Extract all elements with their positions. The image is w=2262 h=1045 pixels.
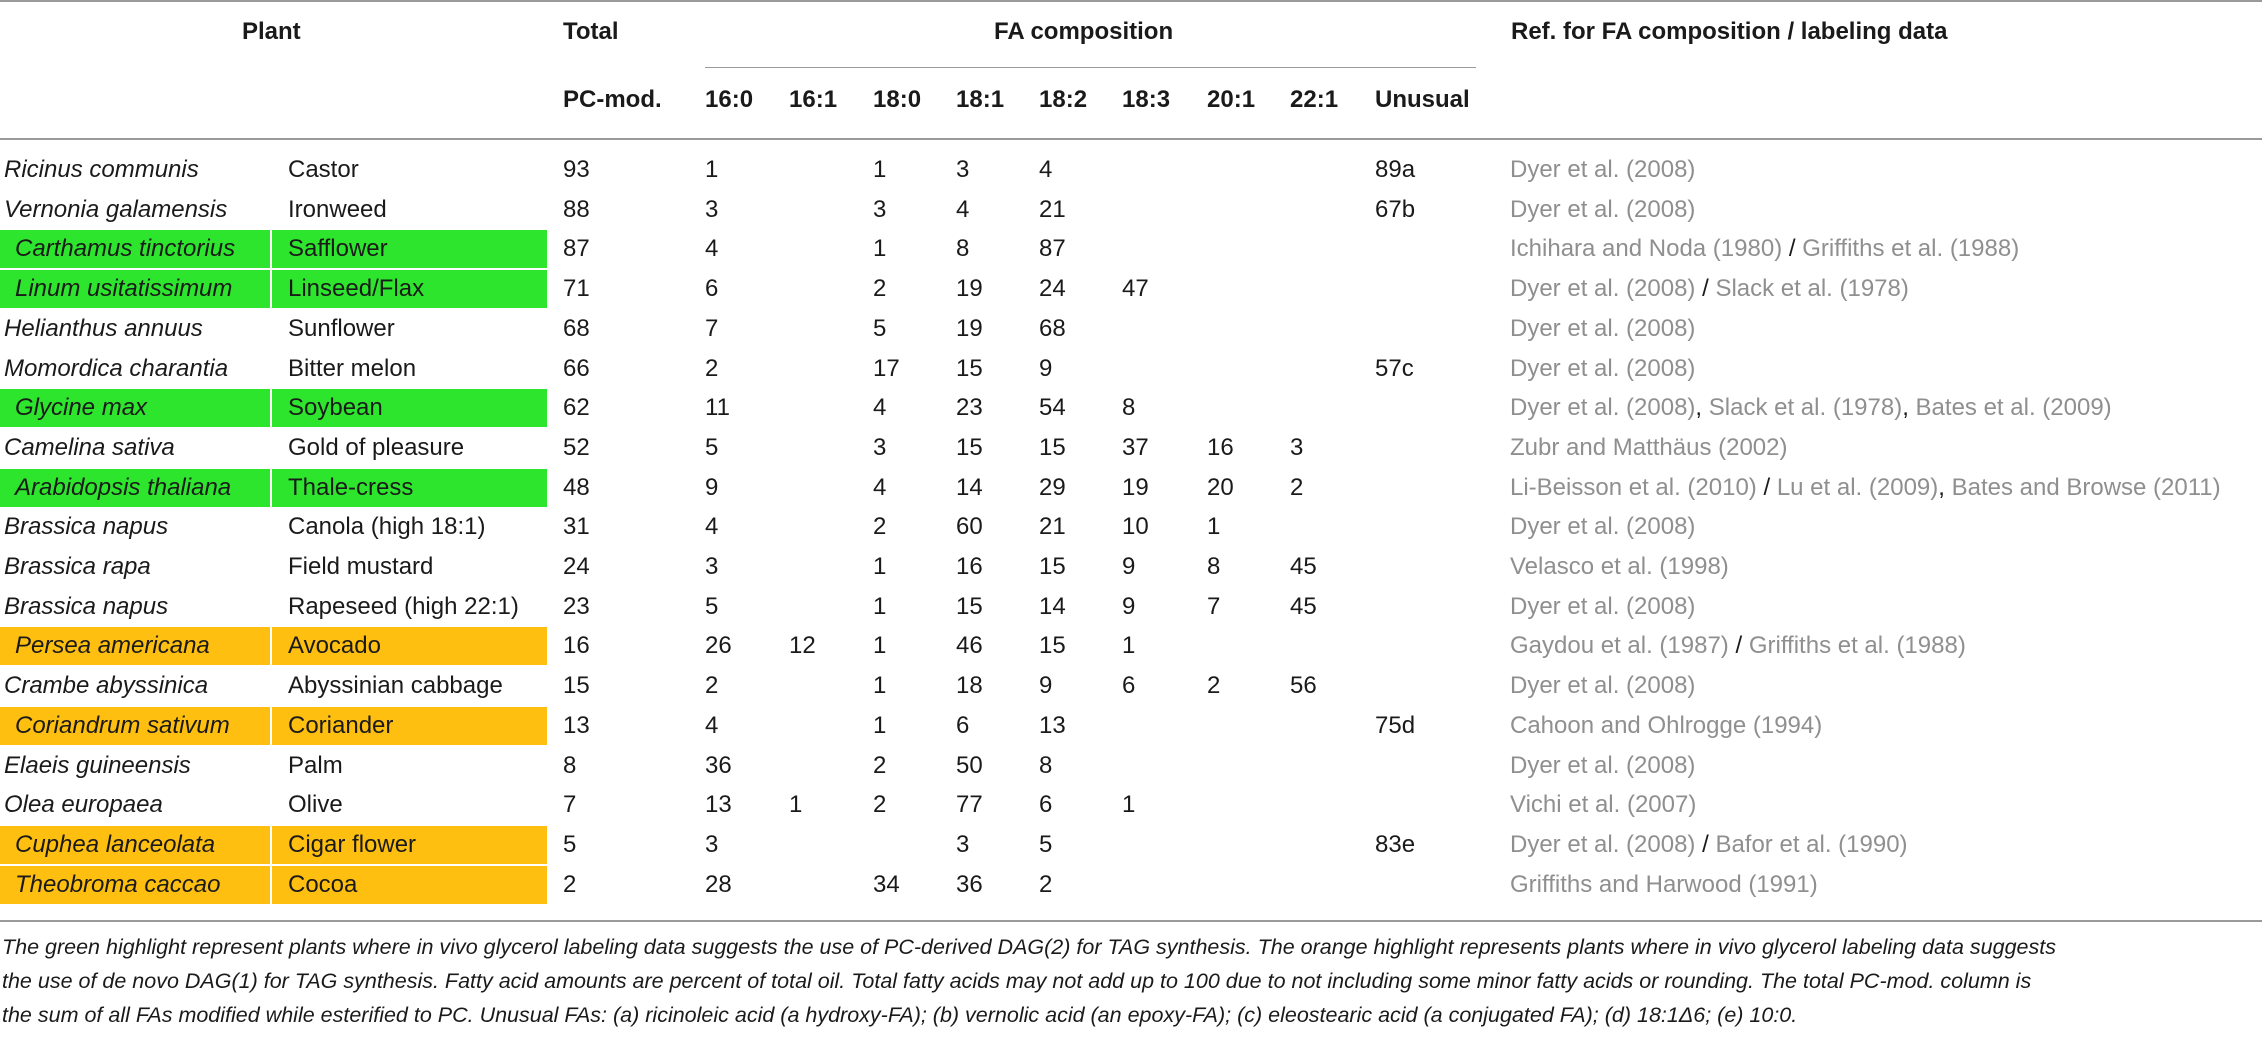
header-col-16-1: 16:1 — [789, 86, 838, 113]
fa-18-2-cell: 29 — [1039, 473, 1066, 501]
reference-cell — [1510, 190, 1695, 230]
fa-16-0-cell: 11 — [705, 394, 730, 422]
scientific-name-cell: Coriandrum sativum — [15, 711, 230, 739]
scientific-name-cell: Camelina sativa — [4, 433, 175, 461]
fa-16-0-cell: 7 — [705, 314, 719, 342]
fa-18-0-cell: 3 — [873, 195, 887, 223]
scientific-name-cell: Linum usitatissimum — [15, 275, 233, 303]
fa-18-1-cell: 18 — [956, 672, 983, 700]
header-pc-mod: PC-mod. — [563, 86, 662, 113]
table-row — [0, 626, 2262, 666]
unusual-fa-cell: 57c — [1375, 354, 1414, 382]
pc-mod-cell: 8 — [563, 751, 577, 779]
fa-16-0-cell: 36 — [705, 751, 732, 779]
table-row — [0, 229, 2262, 269]
pc-mod-cell: 2 — [563, 870, 577, 898]
table-row — [0, 349, 2262, 389]
fa-18-1-cell: 8 — [956, 235, 970, 263]
reference-cell — [1510, 666, 1695, 706]
reference-citation: Dyer et al. (2008) — [1510, 592, 1696, 620]
pc-mod-cell: 48 — [563, 473, 590, 501]
common-name-cell: Palm — [288, 751, 343, 779]
reference-citation: Cahoon and Ohlrogge (1994) — [1510, 711, 1823, 739]
fa-18-1-cell: 60 — [956, 513, 983, 541]
fa-18-0-cell: 2 — [873, 513, 887, 541]
fa-16-0-cell: 2 — [705, 354, 719, 382]
fa-18-1-cell: 19 — [956, 275, 983, 303]
fa-20-1-cell: 16 — [1207, 433, 1234, 461]
reference-citation: Vichi et al. (2007) — [1510, 791, 1697, 819]
reference-cell — [1510, 269, 1909, 309]
fa-18-1-cell: 3 — [956, 830, 970, 858]
common-name-cell: Olive — [288, 791, 343, 819]
fa-18-2-cell: 68 — [1039, 314, 1066, 342]
reference-citation: Dyer et al. (2008) — [1510, 354, 1696, 382]
fa-18-3-cell: 37 — [1122, 433, 1149, 461]
scientific-name-cell: Olea europaea — [4, 791, 163, 819]
common-name-cell: Soybean — [288, 394, 383, 422]
fa-18-3-cell: 9 — [1122, 553, 1136, 580]
scientific-name-cell: Brassica rapa — [4, 553, 151, 580]
fa-18-0-cell: 2 — [873, 791, 887, 819]
fa-18-3-cell: 10 — [1122, 513, 1149, 541]
pc-mod-cell: 15 — [563, 672, 590, 700]
scientific-name-cell: Theobroma caccao — [15, 870, 221, 898]
fa-18-2-cell: 13 — [1039, 711, 1066, 739]
table-row — [0, 388, 2262, 428]
fa-16-1-cell: 1 — [789, 791, 803, 819]
fa-18-2-cell: 4 — [1039, 156, 1053, 183]
common-name-cell: Rapeseed (high 22:1) — [288, 592, 519, 620]
fa-18-2-cell: 8 — [1039, 751, 1053, 779]
common-name-cell: Cigar flower — [288, 830, 417, 858]
fa-18-1-cell: 46 — [956, 632, 983, 660]
scientific-name-cell: Vernonia galamensis — [4, 195, 228, 223]
reference-cell — [1510, 587, 1695, 627]
fa-16-0-cell: 3 — [705, 830, 719, 858]
header-col-20-1: 20:1 — [1207, 86, 1256, 113]
scientific-name-cell: Carthamus tinctorius — [15, 235, 236, 263]
reference-citation: Bates and Browse (2011) — [1951, 473, 2221, 501]
footnote-line-1: The green highlight represent plants where in vivo glycerol labeling data suggests the use of PC-derived DAG(2) for TAG synthesis. The orange highlight represents plants where in vivo glycerol labeling data suggests — [2, 935, 2056, 959]
reference-citation: Bates et al. (2009) — [1915, 394, 2112, 422]
common-name-cell: Coriander — [288, 711, 394, 739]
fa-18-2-cell: 2 — [1039, 870, 1053, 898]
scientific-name-cell: Ricinus communis — [4, 156, 199, 183]
common-name-cell: Linseed/Flax — [288, 275, 425, 303]
footnote-line-3: the sum of all FAs modified while esterified to PC. Unusual FAs: (a) ricinoleic acid (a hydroxy-FA); (b) vernolic acid (an epoxy-FA); (c) eleostearic acid (a conjugated FA); (d) 18:1Δ6; (e) 10:0. — [2, 1003, 1798, 1027]
reference-citation: Dyer et al. (2008) — [1510, 513, 1696, 541]
reference-cell — [1510, 746, 1695, 786]
scientific-name-cell: Crambe abyssinica — [4, 672, 209, 700]
reference-cell — [1510, 388, 2112, 428]
reference-separator: / — [1756, 473, 1777, 501]
header-col-unusual: Unusual — [1375, 86, 1470, 113]
common-name-cell: Ironweed — [288, 195, 387, 223]
common-name-cell: Abyssinian cabbage — [288, 672, 503, 700]
fa-18-1-cell: 36 — [956, 870, 983, 898]
fa-18-1-cell: 15 — [956, 354, 983, 382]
pc-mod-cell: 52 — [563, 433, 590, 461]
pc-mod-cell: 31 — [563, 513, 590, 541]
header-col-22-1: 22:1 — [1290, 86, 1339, 113]
reference-citation: Dyer et al. (2008) — [1510, 195, 1696, 223]
pc-mod-cell: 87 — [563, 235, 590, 263]
reference-citation: Gaydou et al. (1987) — [1510, 632, 1729, 660]
scientific-name-cell: Cuphea lanceolata — [15, 830, 216, 858]
pc-mod-cell: 24 — [563, 553, 590, 580]
header-plant: Plant — [242, 18, 301, 45]
fa-20-1-cell: 8 — [1207, 553, 1221, 580]
unusual-fa-cell: 75d — [1375, 711, 1416, 739]
pc-mod-cell: 68 — [563, 314, 590, 342]
pc-mod-cell: 7 — [563, 791, 577, 819]
scientific-name-cell: Momordica charantia — [4, 354, 229, 382]
scientific-name-cell: Brassica napus — [4, 513, 169, 541]
reference-cell — [1510, 428, 1788, 468]
fa-22-1-cell: 56 — [1290, 672, 1317, 700]
reference-citation: Velasco et al. (1998) — [1510, 553, 1729, 580]
scientific-name-cell: Arabidopsis thaliana — [15, 473, 232, 501]
table-row — [0, 150, 2262, 190]
fa-20-1-cell: 1 — [1207, 513, 1221, 541]
fa-18-2-cell: 87 — [1039, 235, 1066, 263]
fa-16-0-cell: 4 — [705, 513, 719, 541]
reference-citation: Dyer et al. (2008) — [1510, 314, 1696, 342]
table-row — [0, 309, 2262, 349]
fa-18-1-cell: 19 — [956, 314, 983, 342]
fa-18-2-cell: 6 — [1039, 791, 1053, 819]
common-name-cell: Gold of pleasure — [288, 433, 465, 461]
table-row — [0, 825, 2262, 865]
pc-mod-cell: 93 — [563, 156, 590, 183]
common-name-cell: Thale-cress — [288, 473, 414, 501]
fa-16-0-cell: 3 — [705, 195, 719, 223]
scientific-name-cell: Elaeis guineensis — [4, 751, 191, 779]
fa-18-0-cell: 2 — [873, 275, 887, 303]
table-row — [0, 269, 2262, 309]
fa-18-2-cell: 21 — [1039, 513, 1066, 541]
fa-18-1-cell: 77 — [956, 791, 983, 819]
reference-separator: , — [1695, 394, 1709, 422]
reference-citation: Li-Beisson et al. (2010) — [1510, 473, 1757, 501]
fa-16-0-cell: 26 — [705, 632, 732, 660]
table-bottom-rule — [0, 920, 2262, 922]
fa-16-0-cell: 9 — [705, 473, 719, 501]
fa-18-1-cell: 16 — [956, 553, 983, 580]
reference-citation: Dyer et al. (2008) — [1510, 394, 1696, 422]
reference-citation: Dyer et al. (2008) — [1510, 156, 1696, 183]
reference-cell — [1510, 785, 1696, 825]
fa-18-2-cell: 21 — [1039, 195, 1066, 223]
scientific-name-cell: Brassica napus — [4, 592, 169, 620]
reference-separator: , — [1902, 394, 1916, 422]
common-name-cell: Castor — [288, 156, 359, 183]
reference-citation: Griffiths et al. (1988) — [1748, 632, 1966, 660]
fa-16-0-cell: 4 — [705, 711, 719, 739]
fa-18-1-cell: 15 — [956, 433, 983, 461]
reference-cell — [1510, 229, 2019, 269]
scientific-name-cell: Persea americana — [15, 632, 210, 660]
fa-22-1-cell: 3 — [1290, 433, 1304, 461]
reference-citation: Zubr and Matthäus (2002) — [1510, 433, 1788, 461]
fa-18-3-cell: 47 — [1122, 275, 1149, 303]
table-row — [0, 706, 2262, 746]
unusual-fa-cell: 83e — [1375, 830, 1416, 858]
fa-18-1-cell: 15 — [956, 592, 983, 620]
reference-cell — [1510, 468, 2221, 508]
fa-16-0-cell: 2 — [705, 672, 719, 700]
header-col-18-0: 18:0 — [873, 86, 922, 113]
fa-22-1-cell: 45 — [1290, 592, 1317, 620]
reference-citation: Griffiths et al. (1988) — [1802, 235, 2020, 263]
fa-16-0-cell: 3 — [705, 553, 719, 580]
fa-18-1-cell: 23 — [956, 394, 983, 422]
fa-20-1-cell: 7 — [1207, 592, 1221, 620]
reference-citation: Griffiths and Harwood (1991) — [1510, 870, 1818, 898]
reference-citation: Dyer et al. (2008) — [1510, 751, 1696, 779]
pc-mod-cell: 23 — [563, 592, 590, 620]
fa-16-0-cell: 4 — [705, 235, 719, 263]
table-row — [0, 666, 2262, 706]
fa-18-3-cell: 1 — [1122, 632, 1136, 660]
fa-18-0-cell: 3 — [873, 433, 887, 461]
table-row — [0, 468, 2262, 508]
pc-mod-cell: 88 — [563, 195, 590, 223]
fa-18-0-cell: 1 — [873, 592, 887, 620]
reference-citation: Slack et al. (1978) — [1708, 394, 1903, 422]
reference-cell — [1510, 507, 1695, 547]
common-name-cell: Avocado — [288, 632, 381, 660]
fa-18-2-cell: 54 — [1039, 394, 1066, 422]
header-total: Total — [563, 18, 619, 45]
common-name-cell: Bitter melon — [288, 354, 417, 382]
fa-18-1-cell: 4 — [956, 195, 970, 223]
fa-18-0-cell: 34 — [873, 870, 900, 898]
fa-20-1-cell: 2 — [1207, 672, 1221, 700]
fa-18-2-cell: 5 — [1039, 830, 1053, 858]
table-row — [0, 865, 2262, 905]
fa-18-0-cell: 1 — [873, 235, 887, 263]
fa-18-2-cell: 15 — [1039, 553, 1066, 580]
fa-18-0-cell: 2 — [873, 751, 887, 779]
table-row — [0, 547, 2262, 587]
fa-18-0-cell: 1 — [873, 711, 887, 739]
table-row — [0, 507, 2262, 547]
fa-16-0-cell: 5 — [705, 433, 719, 461]
common-name-cell: Canola (high 18:1) — [288, 513, 486, 541]
fa-16-0-cell: 5 — [705, 592, 719, 620]
scientific-name-cell: Glycine max — [15, 394, 148, 422]
table-footnote — [2, 930, 2262, 1032]
fa-18-1-cell: 6 — [956, 711, 970, 739]
unusual-fa-cell: 89a — [1375, 156, 1416, 183]
fa-18-1-cell: 50 — [956, 751, 983, 779]
table-row — [0, 587, 2262, 627]
fa-22-1-cell: 45 — [1290, 553, 1317, 580]
unusual-fa-cell: 67b — [1375, 195, 1416, 223]
fa-18-2-cell: 24 — [1039, 275, 1066, 303]
pc-mod-cell: 71 — [563, 275, 590, 303]
common-name-cell: Field mustard — [288, 553, 434, 580]
reference-cell — [1510, 150, 1695, 190]
reference-citation: Ichihara and Noda (1980) — [1510, 235, 1783, 263]
fa-18-0-cell: 1 — [873, 632, 887, 660]
table-row — [0, 785, 2262, 825]
fa-18-2-cell: 15 — [1039, 632, 1066, 660]
fa-18-0-cell: 1 — [873, 156, 887, 183]
fa-18-0-cell: 5 — [873, 314, 887, 342]
reference-separator: / — [1782, 235, 1803, 263]
fa-18-2-cell: 14 — [1039, 592, 1066, 620]
fa-18-2-cell: 9 — [1039, 672, 1053, 700]
header-col-18-3: 18:3 — [1122, 86, 1171, 113]
table-row — [0, 746, 2262, 786]
header-col-18-2: 18:2 — [1039, 86, 1088, 113]
common-name-cell: Sunflower — [288, 314, 395, 342]
fa-16-0-cell: 28 — [705, 870, 732, 898]
reference-citation: Lu et al. (2009) — [1776, 473, 1939, 501]
pc-mod-cell: 13 — [563, 711, 590, 739]
fa-18-0-cell: 1 — [873, 553, 887, 580]
fa-18-0-cell: 17 — [873, 354, 900, 382]
reference-separator: / — [1728, 632, 1749, 660]
fa-composition-rule — [705, 67, 1476, 68]
table-top-rule — [0, 0, 2262, 2]
reference-cell — [1510, 547, 1729, 587]
fa-18-0-cell: 4 — [873, 394, 887, 422]
common-name-cell: Safflower — [288, 235, 388, 263]
reference-citation: Dyer et al. (2008) — [1510, 830, 1696, 858]
reference-cell — [1510, 865, 1818, 905]
reference-citation: Dyer et al. (2008) — [1510, 672, 1696, 700]
fa-16-0-cell: 13 — [705, 791, 732, 819]
fa-18-0-cell: 4 — [873, 473, 887, 501]
fa-18-1-cell: 14 — [956, 473, 983, 501]
fa-18-3-cell: 19 — [1122, 473, 1149, 501]
fa-18-3-cell: 8 — [1122, 394, 1136, 422]
table-row — [0, 428, 2262, 468]
fa-18-2-cell: 15 — [1039, 433, 1066, 461]
reference-citation: Bafor et al. (1990) — [1715, 830, 1908, 858]
table-row — [0, 190, 2262, 230]
fa-18-3-cell: 9 — [1122, 592, 1136, 620]
reference-citation: Dyer et al. (2008) — [1510, 275, 1696, 303]
pc-mod-cell: 62 — [563, 394, 590, 422]
fa-16-0-cell: 1 — [705, 156, 719, 183]
reference-cell — [1510, 825, 1908, 865]
header-bottom-rule — [0, 138, 2262, 140]
fa-18-0-cell: 1 — [873, 672, 887, 700]
reference-separator: / — [1695, 830, 1716, 858]
fa-16-1-cell: 12 — [789, 632, 816, 660]
fa-18-1-cell: 3 — [956, 156, 970, 183]
fa-16-0-cell: 6 — [705, 275, 719, 303]
common-name-cell: Cocoa — [288, 870, 358, 898]
footnote-line-2: the use of de novo DAG(1) for TAG synthesis. Fatty acid amounts are percent of total oil. Total fatty acids may not add up to 100 due to not including some minor fatty acids or rounding. The total PC-mod. column is — [2, 969, 2032, 993]
fa-18-3-cell: 1 — [1122, 791, 1136, 819]
pc-mod-cell: 5 — [563, 830, 577, 858]
header-reference: Ref. for FA composition / labeling data — [1511, 18, 1948, 45]
fa-22-1-cell: 2 — [1290, 473, 1304, 501]
fa-18-3-cell: 6 — [1122, 672, 1136, 700]
reference-separator: / — [1695, 275, 1716, 303]
header-fa-composition: FA composition — [994, 18, 1174, 45]
header-col-18-1: 18:1 — [956, 86, 1005, 113]
fa-20-1-cell: 20 — [1207, 473, 1234, 501]
reference-cell — [1510, 706, 1822, 746]
header-col-16-0: 16:0 — [705, 86, 754, 113]
reference-citation: Slack et al. (1978) — [1715, 275, 1909, 303]
reference-separator: , — [1938, 473, 1952, 501]
fa-18-2-cell: 9 — [1039, 354, 1053, 382]
pc-mod-cell: 66 — [563, 354, 590, 382]
pc-mod-cell: 16 — [563, 632, 590, 660]
reference-cell — [1510, 349, 1695, 389]
reference-cell — [1510, 626, 1966, 666]
scientific-name-cell: Helianthus annuus — [4, 314, 203, 342]
reference-cell — [1510, 309, 1695, 349]
